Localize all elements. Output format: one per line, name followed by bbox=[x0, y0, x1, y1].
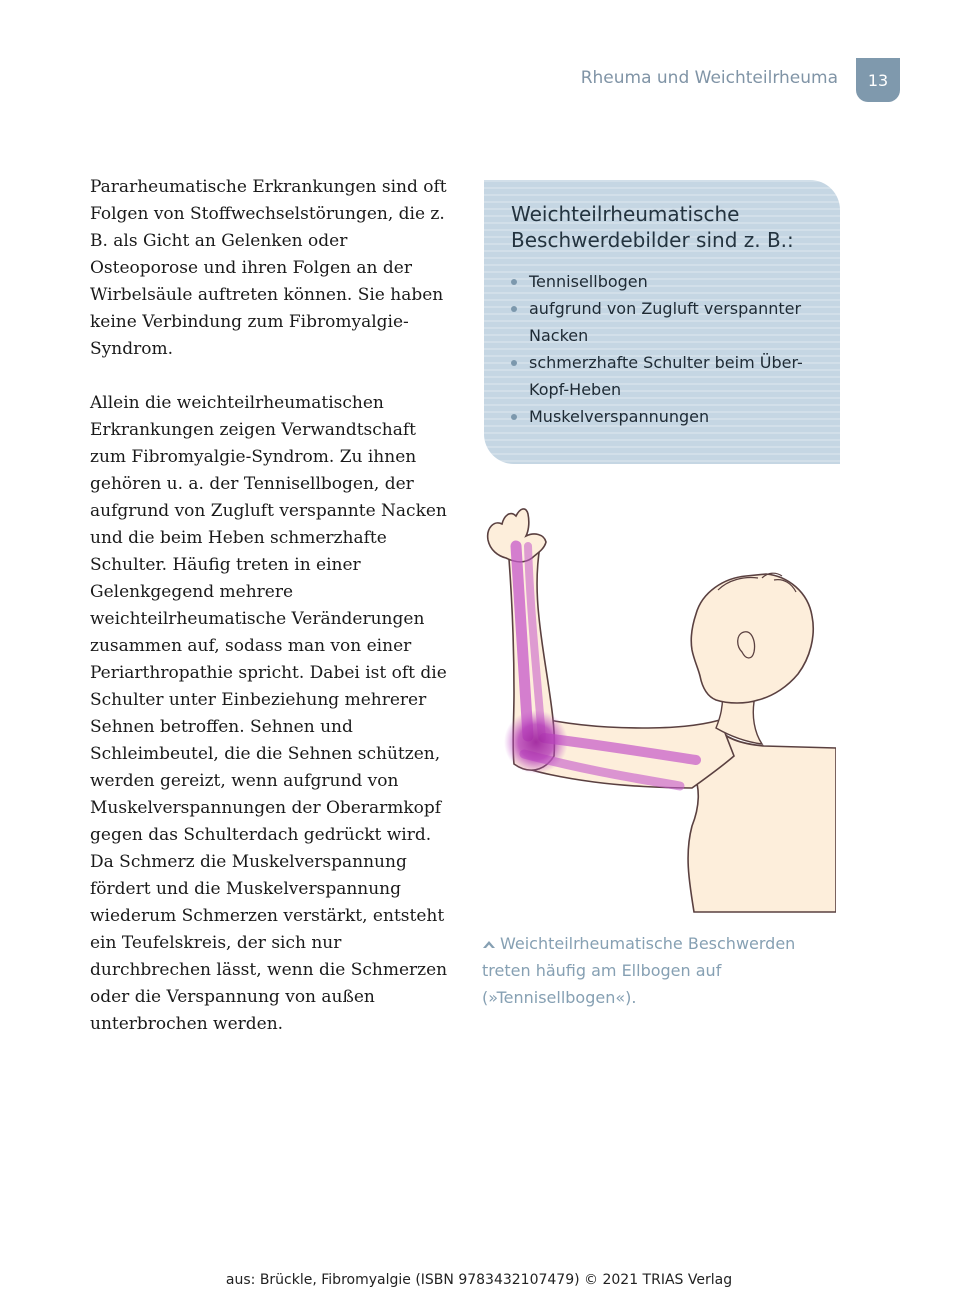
tennis-elbow-illustration bbox=[484, 506, 836, 916]
inflamed-elbow-marker bbox=[504, 710, 568, 774]
bullet-icon bbox=[511, 360, 517, 366]
list-item-text: schmerzhafte Schulter beim Über-Kopf-Heben bbox=[529, 353, 803, 399]
list-item bbox=[511, 403, 831, 430]
list-item bbox=[511, 349, 831, 403]
info-box-list bbox=[511, 268, 831, 430]
list-item-text: aufgrund von Zugluft verspannter Nacken bbox=[529, 299, 802, 345]
figure-caption bbox=[482, 930, 822, 1011]
caret-up-icon bbox=[482, 938, 496, 950]
paragraph: Allein die weichteilrheumatischen Erkrankungen zeigen Verwandtschaft zum Fibromyalgie-Syndrom. Zu ihnen gehören u. a. der Tennisellbogen, der aufgrund von Zugluft verspannte Nacken und die beim Heben schmerzhafte Schulter. Häufig treten in einer Gelenkgegend mehrere weichteilrheumatische Veränderungen zusammen auf, sodass man von einer Periarthropathie spricht. Dabei ist oft die Schulter unter Einbeziehung mehrerer Sehnen betroffen. Sehnen und Schleimbeutel, die die Sehnen schützen, werden gereizt, wenn aufgrund von Muskelverspannungen der Oberarmkopf gegen das Schulterdach gedrückt wird. Da Schmerz die Muskelverspannung fördert und die Muskelverspannung wiederum Schmerzen verstärkt, entsteht ein Teufelskreis, der sich nur durchbrechen lässt, wenn die Schmerzen oder die Verspannung von außen unterbrochen werden. bbox=[90, 393, 448, 1034]
list-item bbox=[511, 295, 831, 349]
bullet-icon bbox=[511, 306, 517, 312]
bullet-icon bbox=[511, 414, 517, 420]
source-footer: aus: Brückle, Fibromyalgie (ISBN 9783432107479) © 2021 TRIAS Verlag bbox=[225, 1272, 733, 1288]
figure-caption-text: Weichteilrheumatische Beschwerden treten häufig am Ellbogen auf (»Tennisellbogen«). bbox=[482, 934, 796, 1007]
list-item-text: Tennisellbogen bbox=[529, 272, 648, 291]
running-title: Rheuma und Weichteilrheuma bbox=[580, 68, 838, 88]
main-text bbox=[90, 174, 450, 1065]
info-box bbox=[484, 180, 840, 464]
info-box-title: Weichteilrheumatische Beschwerdebilder sind z. B.: bbox=[511, 202, 794, 252]
list-item bbox=[511, 268, 831, 295]
bullet-icon bbox=[511, 279, 517, 285]
page-number-tab bbox=[856, 58, 900, 102]
page-number: 13 bbox=[867, 70, 889, 90]
list-item-text: Muskelverspannungen bbox=[529, 407, 710, 426]
paragraph: Pararheumatische Erkrankungen sind oft Folgen von Stoffwechselstörungen, die z. B. als Gicht an Gelenken oder Osteoporose und ihren Folgen an der Wirbelsäule auftreten können. Sie haben keine Verbindung zum Fibromyalgie-Syndrom. bbox=[90, 177, 447, 359]
